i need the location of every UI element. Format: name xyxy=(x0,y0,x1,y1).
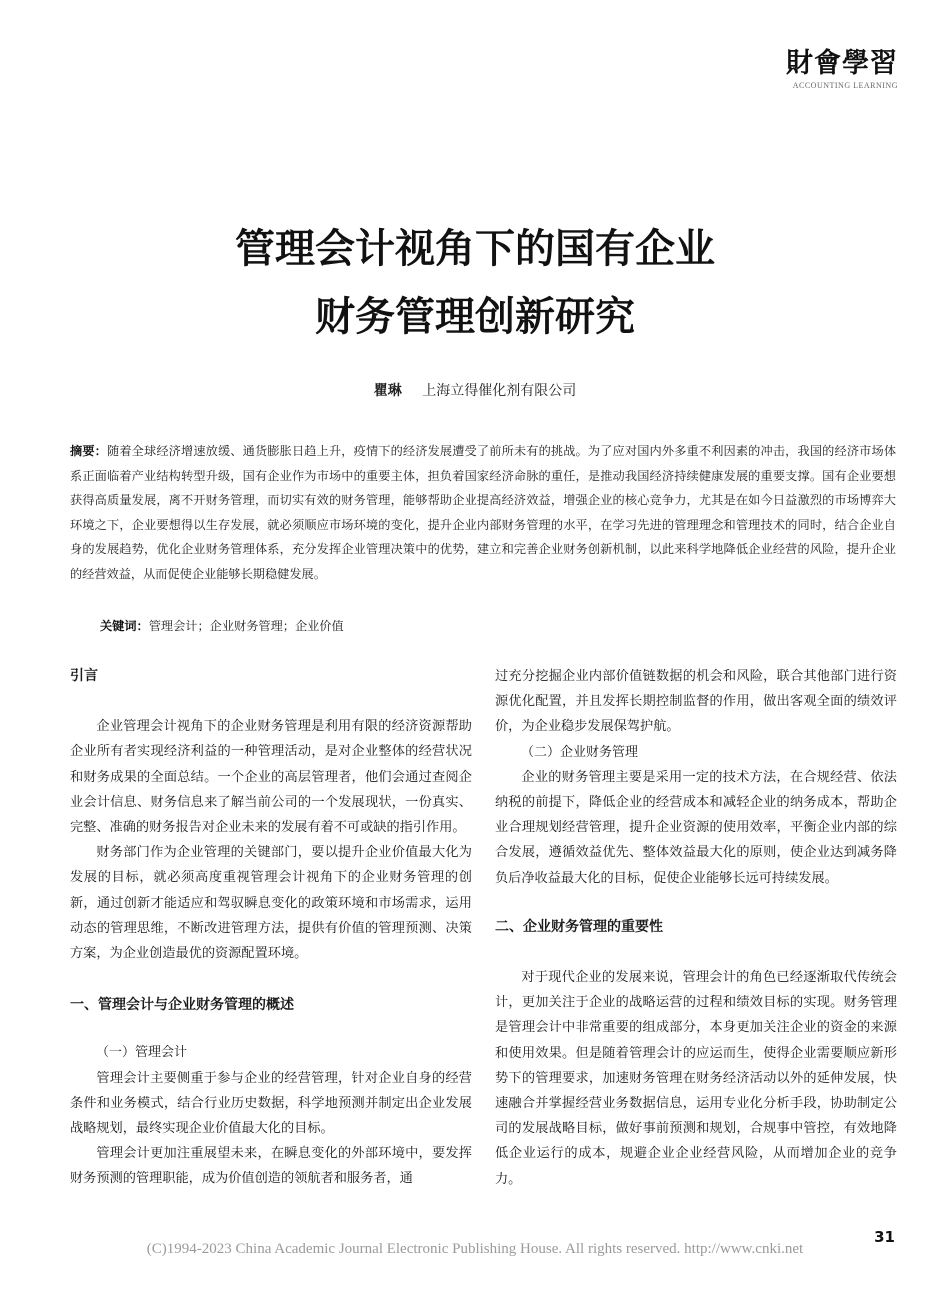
page-number: 31 xyxy=(874,1228,895,1246)
abstract xyxy=(70,439,896,586)
journal-logo-title: 財會學習 xyxy=(786,48,898,79)
keywords xyxy=(100,614,344,638)
body-column-right xyxy=(495,664,897,1192)
intro-paragraph-1: 企业管理会计视角下的企业财务管理是利用有限的经济资源帮助企业所有者实现经济利益的一种管理活动，是对企业整体的经营状况和财务成果的全面总结。一个企业的高层管理者，他们会通过查阅企业会计信息、财务信息来了解当前公司的一个发展现状，一份真实、完整、准确的财务报告对企业未来的发展有着不可或缺的指引作用。 xyxy=(70,719,472,836)
subsection-1-paragraph-1: 管理会计主要侧重于参与企业的经营管理，针对企业自身的经营条件和业务模式，结合行业历史数据，科学地预测并制定出企业发展战略规划，最终实现企业价值最大化的目标。 xyxy=(70,1070,472,1137)
continued-paragraph: 过充分挖掘企业内部价值链数据的机会和风险，联合其他部门进行资源优化配置，并且发挥长期控制监督的作用，做出客观全面的绩效评价，为企业稳步发展保驾护航。 xyxy=(495,669,897,735)
article-title-line2: 财务管理创新研究 xyxy=(315,294,635,340)
section-2-paragraph-1: 对于现代企业的发展来说，管理会计的角色已经逐渐取代传统会计，更加关注于企业的战略运营的过程和绩效目标的实现。财务管理是管理会计中非常重要的组成部分，本身更加关注企业的资金的来源和使用效果。但是随着管理会计的应运而生，使得企业需要顺应新形势下的管理要求，加速财务管理在财务经济活动以外的延伸发展，快速融合并掌握经营业务数据信息，运用专业化分析手段，协助制定公司的发展战略目标，做好事前预测和规划，合规事中管控，有效地降低企业运行的成本，规避企业企业经营风险，从而增加企业的竞争力。 xyxy=(495,970,897,1187)
author-affiliation: 上海立得催化剂有限公司 xyxy=(422,383,577,399)
section-1-heading: 一、管理会计与企业财务管理的概述 xyxy=(70,997,294,1014)
journal-logo xyxy=(786,50,898,90)
keywords-label: 关键词： xyxy=(100,619,149,633)
article-title xyxy=(0,215,950,351)
subsection-1-paragraph-2: 管理会计更加注重展望未来，在瞬息变化的外部环境中，要发挥财务预测的管理职能，成为价值创造的领航者和服务者，通 xyxy=(70,1146,472,1187)
subsection-1-heading: （一）管理会计 xyxy=(96,1045,188,1061)
body-column-left xyxy=(70,664,472,1192)
author-line xyxy=(0,380,950,400)
intro-paragraph-2: 财务部门作为企业管理的关键部门，要以提升企业价值最大化为发展的目标，就必须高度重视管理会计视角下的企业财务管理的创新，通过创新才能适应和驾驭瞬息变化的政策环境和市场需求，运用动态的管理思维，不断改进管理方法，提供有价值的管理预测、决策方案，为企业创造最优的资源配置环境。 xyxy=(70,845,472,962)
journal-logo-subtitle: ACCOUNTING LEARNING xyxy=(792,81,898,90)
author-name: 瞿琳 xyxy=(373,383,402,399)
keywords-text: 管理会计；企业财务管理；企业价值 xyxy=(148,619,344,633)
abstract-text: 随着全球经济增速放缓、通货膨胀日趋上升，疫情下的经济发展遭受了前所未有的挑战。为了应对国内外多重不利因素的冲击，我国的经济市场体系正面临着产业结构转型升级，国有企业作为市场中的重要主体，担负着国家经济命脉的重任，是推动我国经济持续健康发展的重要支撑。国有企业要想获得高质量发展，离不开财务管理，而切实有效的财务管理，能够帮助企业提高经济效益，增强企业的核心竞争力，尤其是在如今日益激烈的市场博弈大环境之下，企业要想得以生存发展，就必须顺应市场环境的变化，提升企业内部财务管理的水平，在学习先进的管理理念和管理技术的同时，结合企业自身的发展趋势，优化企业财务管理体系，充分发挥企业管理决策中的优势，建立和完善企业财务创新机制，以此来科学地降低企业经营的风险，提升企业的经营效益，从而促使企业能够长期稳健发展。 xyxy=(70,444,897,581)
subsection-2-paragraph-1: 企业的财务管理主要是采用一定的技术方法，在合规经营、依法纳税的前提下，降低企业的经营成本和减轻企业的纳务成本，帮助企业合理规划经营管理，提升企业资源的使用效率，平衡企业内部的综合发展，遵循效益优先、整体效益最大化的原则，使企业达到减务降负后净收益最大化的目标，促使企业能够长远可持续发展。 xyxy=(495,769,897,886)
copyright-footer: (C)1994-2023 China Academic Journal Electronic Publishing House. All rights reserved. http://www.cnki.net xyxy=(146,1241,804,1257)
subsection-2-heading: （二）企业财务管理 xyxy=(521,744,639,760)
section-2-heading: 二、企业财务管理的重要性 xyxy=(495,918,663,935)
article-title-line1: 管理会计视角下的国有企业 xyxy=(235,226,715,272)
abstract-label: 摘要： xyxy=(70,444,107,458)
intro-heading: 引言 xyxy=(70,668,98,684)
